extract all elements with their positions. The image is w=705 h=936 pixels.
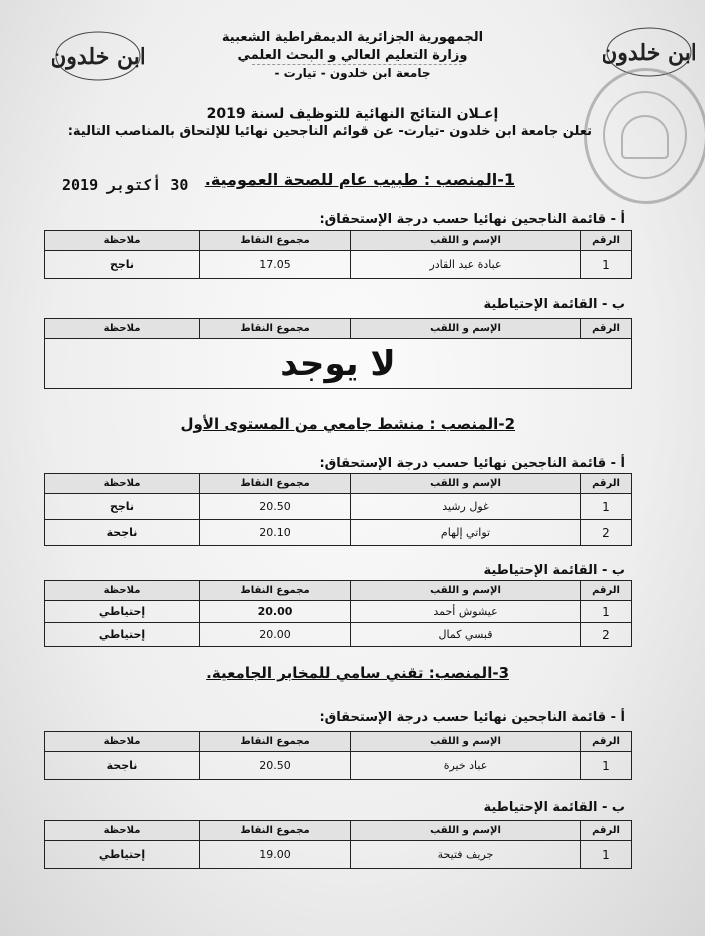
section-3-reserve-table: الرقم الإسم و اللقب مجموع النقاط ملاحظة 1 جريف فتيحة 19.00 إحتياطي [44, 820, 632, 869]
header-underline [252, 64, 462, 65]
table-row: 1 غول رشيد 20.50 ناجح [45, 494, 632, 520]
section-3-title: 3-المنصب: تقني سامي للمخابر الجامعية. [206, 664, 509, 682]
col-score: مجموع النقاط [200, 231, 351, 251]
announcement-title: إعـلان النتائج النهائية للتوظيف لسنة 2019 [206, 106, 499, 122]
svg-text:ابن خلدون: ابن خلدون [603, 40, 695, 66]
section-3-final-table: الرقم الإسم و اللقب مجموع النقاط ملاحظة 1 عباد خيرة 20.50 ناجحة [44, 731, 632, 780]
announcement-body: تعلن جامعة ابن خلدون -تيارت- عن قوائم الناجحين نهائيا للإلتحاق بالمناصب التالية: [67, 124, 592, 139]
official-stamp [584, 68, 705, 204]
col-num: الرقم [581, 231, 632, 251]
table-row: 1 جريف فتيحة 19.00 إحتياطي [45, 841, 632, 869]
date-stamp: 30 أكتوبر 2019 [62, 176, 189, 194]
section-2-final-table: الرقم الإسم و اللقب مجموع النقاط ملاحظة 1 غول رشيد 20.50 ناجح 2 تواتي إلهام 20.10 ناجحة [44, 473, 632, 546]
section-2-reserve-table: الرقم الإسم و اللقب مجموع النقاط ملاحظة 1 عيشوش أحمد 20.00 إحتياطي 2 قبسي كمال 20.00 إحتياطي [44, 580, 632, 647]
table-row: 1 عباد خيرة 20.50 ناجحة [45, 752, 632, 780]
section-3-reserve-label: ب - القائمة الإحتياطية [483, 800, 625, 815]
section-2-reserve-label: ب - القائمة الإحتياطية [483, 563, 625, 578]
university-name: جامعة ابن خلدون - تيارت - [274, 66, 431, 80]
no-reserve-text: لا يوجد [45, 339, 632, 389]
table-row: 1 عبادة عبد القادر 17.05 ناجح [45, 251, 632, 279]
table-row: 2 قبسي كمال 20.00 إحتياطي [45, 623, 632, 647]
section-1-final-label: أ - قائمة الناجحين نهائيا حسب درجة الإستحقاق: [319, 212, 625, 227]
table-row: 2 تواتي إلهام 20.10 ناجحة [45, 520, 632, 546]
section-3-final-label: أ - قائمة الناجحين نهائيا حسب درجة الإستحقاق: [319, 710, 625, 725]
section-1-title: 1-المنصب : طبيب عام للصحة العمومية. [204, 170, 515, 189]
section-2-final-label: أ - قائمة الناجحين نهائيا حسب درجة الإستحقاق: [319, 456, 625, 471]
section-1-reserve-table: الرقم الإسم و اللقب مجموع النقاط ملاحظة لا يوجد [44, 318, 632, 389]
col-note: ملاحظة [45, 231, 200, 251]
country-name: الجمهورية الجزائرية الديمقراطية الشعبية [221, 30, 484, 45]
svg-text:ابن خلدون: ابن خلدون [52, 44, 144, 70]
section-2-title: 2-المنصب : منشط جامعي من المستوى الأول [180, 415, 515, 433]
ministry-name: وزارة التعليم العالي و البحث العلمي [237, 48, 468, 63]
col-name: الإسم و اللقب [351, 231, 581, 251]
section-1-final-table [44, 230, 632, 279]
section-1-reserve-label: ب - القائمة الإحتياطية [483, 297, 625, 312]
table-row: 1 عيشوش أحمد 20.00 إحتياطي [45, 601, 632, 623]
